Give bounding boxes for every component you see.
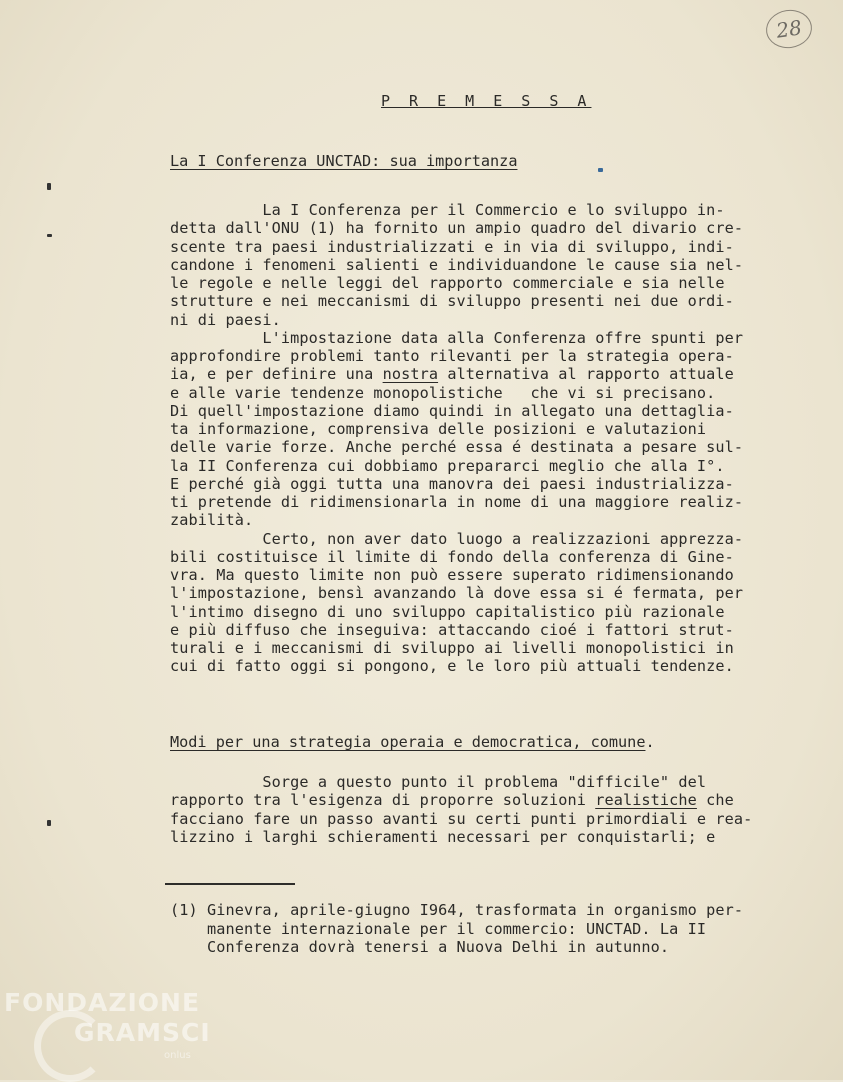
body-text-line: facciano fare un passo avanti su certi punti primordiali e rea-: [170, 809, 753, 828]
body-text-line: ni di paesi.: [170, 310, 281, 329]
body-text-line: candone i fenomeni salienti e individuandone le cause sia nel-: [170, 255, 744, 274]
body-text-line: l'impostazione, bensì avanzando là dove essa si é fermata, per: [170, 584, 744, 603]
body-text-line: scente tra paesi industrializzati e in via di sviluppo, indi-: [170, 237, 734, 256]
body-text-line: E perché già oggi tutta una manovra dei paesi industrializza-: [170, 474, 734, 493]
watermark-line2: GRAMSCI: [74, 1018, 211, 1047]
body-text-line: cui di fatto oggi si pongono, e le loro più attuali tendenze.: [170, 657, 734, 676]
watermark-line1: FONDAZIONE: [4, 988, 201, 1017]
body-text-line: ti pretende di ridimensionarla in nome di una maggiore realiz-: [170, 493, 744, 511]
body-text-line: rapporto tra l'esigenza di proporre soluzioni realistiche che: [170, 791, 734, 810]
body-text-line: Certo, non aver dato luogo a realizzazioni apprezza-: [170, 529, 744, 548]
body-text-line: approfondire problemi tanto rilevanti per la strategia opera-: [170, 347, 734, 365]
body-text-line: bili costituisce il limite di fondo della conferenza di Gine-: [170, 547, 734, 566]
margin-mark: [47, 820, 51, 826]
body-text-line: la II Conferenza cui dobbiamo prepararci meglio che alla I°.: [170, 456, 725, 475]
body-text-line: Di quell'impostazione diamo quindi in allegato una dettaglia-: [170, 401, 734, 420]
body-text-line: ia, e per definire una nostra alternativa al rapporto attuale: [170, 365, 734, 384]
section-heading-unctad: La I Conferenza UNCTAD: sua importanza: [170, 152, 518, 170]
footnote-line: (1) Ginevra, aprile-giugno I964, trasformata in organismo per-: [170, 901, 744, 919]
body-text-line: l'intimo disegno di uno sviluppo capitalistico più razionale: [170, 602, 725, 621]
body-text-line: turali e i meccanismi di sviluppo ai livelli monopolistici in: [170, 639, 734, 657]
section-heading-strategy-text: Modi per una strategia operaia e democratica, comune: [170, 733, 646, 751]
emphasis-word: nostra: [382, 365, 439, 384]
body-text-line: e più diffuso che inseguiva: attaccando cioé i fattori strut-: [170, 620, 734, 639]
body-text-line: zabilità.: [170, 511, 254, 530]
margin-mark: [47, 183, 51, 190]
ink-dot: [598, 168, 603, 172]
section-heading-strategy: [170, 733, 655, 751]
body-text-line: ta informazione, comprensiva delle posizioni e valutazioni: [170, 420, 707, 438]
margin-mark: [47, 234, 52, 237]
body-text-line: Sorge a questo punto il problema "difficile" del: [170, 773, 707, 791]
body-text-line: La I Conferenza per il Commercio e lo sviluppo in-: [170, 201, 725, 219]
body-text-line: le regole e nelle leggi del rapporto commerciale e sia nelle: [170, 274, 725, 292]
emphasis-word: realistiche: [595, 791, 697, 810]
body-text-line: vra. Ma questo limite non può essere superato ridimensionando: [170, 566, 734, 584]
watermark-sub: onlus: [164, 1050, 191, 1061]
footnote-line: Conferenza dovrà tenersi a Nuova Delhi in autunno.: [170, 938, 670, 956]
body-text-line: delle varie forze. Anche perché essa é destinata a pesare sul-: [170, 438, 744, 457]
body-text-line: strutture e nei meccanismi di sviluppo presenti nei due ordi-: [170, 292, 734, 311]
body-text-line: lizzino i larghi schieramenti necessari per conquistarli; e: [170, 828, 716, 847]
fondazione-gramsci-watermark: [4, 988, 219, 1078]
body-text-line: detta dall'ONU (1) ha fornito un ampio quadro del divario cre-: [170, 219, 744, 238]
section-heading-strategy-period: .: [645, 733, 655, 751]
footnote-divider: [165, 883, 295, 885]
page-title: P R E M E S S A: [381, 92, 592, 110]
footnote-line: manente internazionale per il commercio: UNCTAD. La II: [170, 919, 707, 938]
body-text-line: e alle varie tendenze monopolistiche che vi si precisano.: [170, 383, 716, 402]
body-text-line: L'impostazione data alla Conferenza offre spunti per: [170, 328, 744, 347]
page-number: 28: [764, 7, 815, 51]
